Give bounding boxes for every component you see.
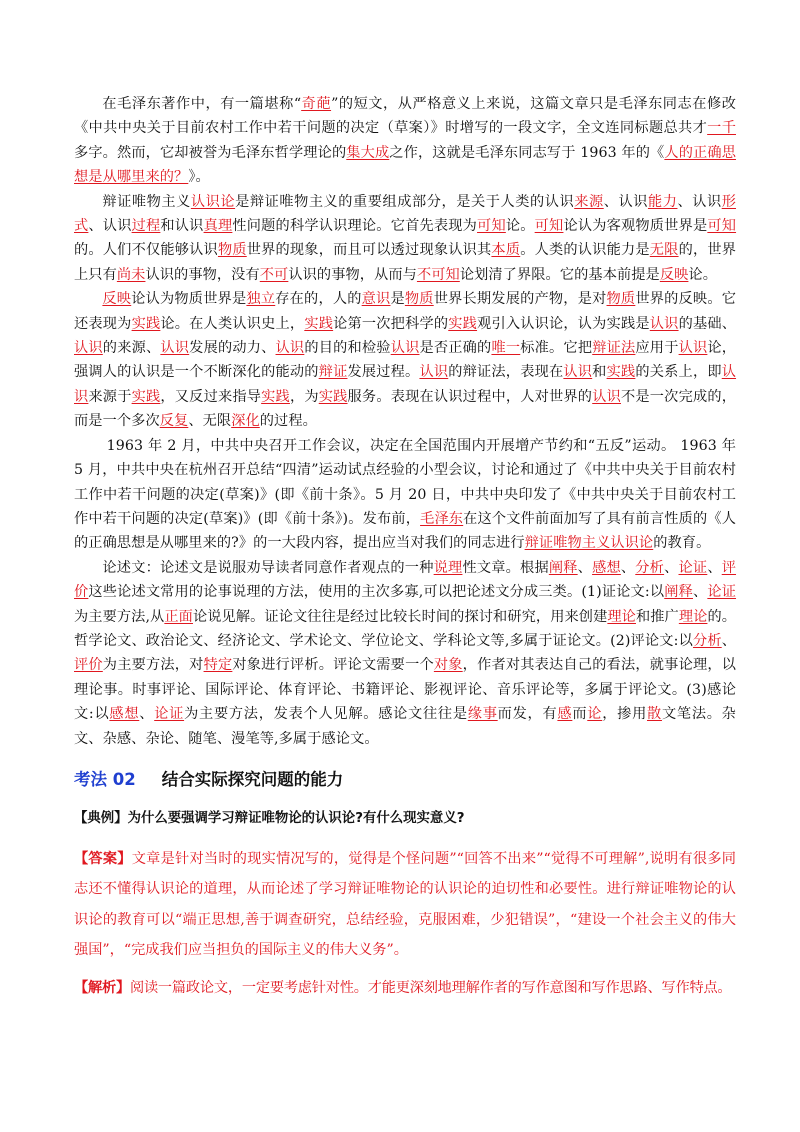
paragraph-text: 是否正确的 [419,340,492,357]
paragraph-text: 论。 [505,218,535,235]
paragraph-text: 发展的动力、 [189,340,276,357]
paragraph-text: 、 [577,559,593,576]
paragraph-text: 应用于 [635,340,679,357]
highlighted-term: 评价 [74,559,737,601]
paragraph-text: 的目的和检验 [304,340,391,357]
paragraph-text: 存在的，人的 [275,291,362,308]
section-label: 考法 02 [74,769,136,789]
paragraph-text: ”的短文，从严格意义上来说，这篇文章只是毛泽东同志在修改《中共中央关于目前农村工作中若干问题的决定（草案）》时增写的一段文字，全文连同标题总共才 [74,96,736,137]
paragraph-text: 文笔法。杂文、杂感、杂论、随笔、漫笔等,多属于感论文。 [74,706,736,747]
question-text: 为什么要强调学习辩证唯物论的认识论?有什么现实意义? [127,810,465,826]
section-title: 结合实际探究问题的能力 [161,769,344,789]
highlighted-term: 对象 [433,657,463,674]
paragraph-text: 的基础、 [678,315,737,332]
paragraph-text: 。人类的认识能力是 [520,242,650,259]
highlighted-term: 感想 [109,706,140,723]
paragraph-text: 和 [592,364,607,381]
highlighted-term: 实践 [448,315,478,332]
highlighted-term: 特定 [203,657,233,674]
paragraph-text: 论。 [688,266,717,283]
highlighted-term: 认识 [592,388,621,405]
highlighted-term: 奇葩 [301,96,332,112]
highlighted-term: 真理 [203,218,233,235]
highlighted-term: 可知 [477,218,506,235]
question-tag: 【典例】 [74,810,128,826]
paragraph-text: 标准。它把 [520,340,593,357]
paragraph-text: 辩证唯物主义 [102,193,191,210]
highlighted-term: 物质 [606,291,636,308]
highlighted-term: 不可 [259,266,289,283]
paragraph-text: 性文章。根据 [462,559,549,576]
paragraph-text: 为主要方法，对 [102,657,204,674]
highlighted-term: 形式 [74,193,736,235]
highlighted-term: 实践 [131,315,161,332]
paragraph-text: 的。人们不仅能够认识 [74,242,218,259]
paragraph-text: 是辩证唯物主义的重要组成部分，是关于人类的认识 [235,193,575,210]
paragraph-text: 的。哲学论文、政治论文、经济论文、学术论文、学位论文、学科论文等,多属于证论文。(2)评论文:以 [74,608,737,649]
highlighted-term: 实践 [261,388,290,405]
highlighted-term: 认识 [563,364,593,381]
highlighted-term: 人的正确思想是从哪里来的？ [74,144,736,186]
example-question [74,808,736,830]
paragraph-text: 为主要方法,从 [74,608,165,625]
paragraph-text: 的教育。 [653,535,711,552]
section-heading [74,761,736,795]
analysis-tag: 【解析】 [74,979,130,996]
highlighted-term: 辩证 [318,364,348,381]
highlighted-term: 辩证唯物主义认识论 [524,535,654,552]
highlighted-term: 理论 [678,608,708,625]
analysis-text: 阅读一篇政论文，一定要考虑针对性。才能更深刻地理解作者的写作意图和写作思路、写作特点。 [129,979,732,996]
paragraph-reflection-theory [74,287,736,433]
paragraph-text: 服务。表现在认识过程中，人对世界的 [347,388,593,405]
highlighted-term: 阐释 [664,584,693,601]
highlighted-term: 感 [557,706,573,723]
highlighted-term: 实践 [131,388,161,405]
paragraph-text: 、认识 [603,193,648,210]
paragraph-text: 的辩证法，表现在 [448,364,564,381]
highlighted-term: 阐释 [548,559,578,576]
paragraph-text: 的来源、 [102,340,161,357]
paragraph-text: 认识的事物，没有 [145,266,260,283]
answer-text: 文章是针对当时的现实情况写的，觉得是个怪问题”“回答不出来”“觉得不可理解”,说明有很多同志还不懂得认识论的道理，从而论述了学习辩证唯物论的认识论的迫切性和必要性。进行辩证唯物论的认识论的教育可以“端正思想,善于调查研究，总结经验，克服困难，少犯错误”，“建设一个社会主义的伟大强国”，“完成我们应当担负的国际主义的伟大义务”。 [74,850,736,959]
highlighted-term: 唯一 [491,340,521,357]
highlighted-term: 实践 [606,364,636,381]
document-body [74,92,736,1002]
highlighted-term: 论证 [707,584,737,601]
highlighted-term: 来源 [574,193,604,210]
highlighted-term: 集大成 [346,144,390,161]
paragraph-text: 世界的反映。它还表现为 [74,291,737,332]
highlighted-term: 论 [587,706,603,723]
paragraph-text: 世界的现象，而且可以透过现象认识其 [246,242,492,259]
highlighted-term: 本质 [491,242,521,259]
paragraph-text: 的过程。 [259,413,317,430]
paragraph-text: 来源于 [88,388,132,405]
paragraph-text: 发展过程。 [347,364,420,381]
highlighted-term: 可知 [534,218,564,235]
highlighted-term: 物质 [217,242,247,259]
paragraph-text: ，掺用 [602,706,648,723]
highlighted-term: 反映 [659,266,689,283]
highlighted-term: 不可知 [416,266,460,283]
highlighted-term: 一千 [707,120,736,137]
paragraph-text: 的，世界上只有 [74,242,737,283]
paragraph-text: 论划清了界限。它的基本前提是 [459,266,660,283]
paragraph-intro [74,92,736,190]
paragraph-text: 对象进行评析。评论文需要一个 [232,657,434,674]
paragraph-text: 论。在人类认识史上， [160,315,305,332]
highlighted-term: 认识 [678,340,708,357]
answer-block [74,844,736,966]
highlighted-term: 论证 [154,706,185,723]
paragraph-text: 观引入认识论，认为实践是 [477,315,650,332]
paragraph-text: 论，强调人的认识是一个不断深化的能动的 [74,340,737,381]
paragraph-text: 和推广 [635,608,679,625]
paragraph-text: 论述文：论述文是说服劝导读者同意作者观点的一种 [102,559,434,576]
highlighted-term: 独立 [246,291,276,308]
paragraph-history [74,434,736,556]
paragraph-text: 、认识 [88,218,132,235]
paragraph-text: ，为 [289,388,319,405]
highlighted-term: 缘事 [467,706,498,723]
paragraph-text: 不是一次完成的，而是一个多次 [74,388,737,430]
highlighted-term: 论证 [678,559,708,576]
paragraph-text: 、认识 [677,193,722,210]
highlighted-term: 认识论 [190,193,236,210]
highlighted-term: 说理 [433,559,463,576]
paragraph-text: 论认为物质世界是 [131,291,247,308]
highlighted-term: 实践 [318,388,348,405]
paragraph-argumentative-essay [74,556,736,751]
paragraph-text: 、 [721,632,736,649]
highlighted-term: 认识 [390,340,420,357]
paragraph-text: 在毛泽东著作中，有一篇堪称“ [102,96,302,112]
paragraph-text: ，作者对其表达自己的看法，就事论理，以理论事。时事评论、国际评论、体育评论、书籍评论、影视评论、音乐评论等，多属于评论文。(3)感论文:以 [74,657,737,723]
paragraph-text: 、 [139,706,155,723]
paragraph-text: 之作，这就是毛泽东同志写于 1963 年的《 [389,144,665,161]
highlighted-term: 分析 [692,632,722,649]
paragraph-text: 、 [664,559,679,576]
paragraph-text: 》。 [188,169,210,186]
highlighted-term: 深化 [231,413,260,430]
paragraph-text: 多字。然而，它却被誉为毛泽东哲学理论的 [74,144,347,161]
paragraph-text: 、 [692,584,708,601]
paragraph-text: 、无限 [188,413,232,430]
highlighted-term: 认识 [74,364,737,405]
paragraph-text: 1963 年 2 月，中共中央召开工作会议，决定在全国范围内开展增产节约和“五反”运动。 1963 年 5 月，中共中央在杭州召开总结“四清”运动试点经验的小型会议，讨论和通过了《中共中央关于目前农村工作中若干问题的决定(草案)》(即《前十条》。5 月 20 日，中共中央印发了《中共中央关于目前农村工作中若干问题的决定(草案)》(即《前十条》)。发布前， [74,437,736,527]
paragraph-text: 性问题的科学认识理论。它首先表现为 [232,218,478,235]
paragraph-text: 论第一次把科学的 [333,315,449,332]
paragraph-text: 的关系上，即 [635,364,722,381]
paragraph-text: ，又反过来指导 [160,388,262,405]
highlighted-term: 过程 [131,218,161,235]
highlighted-term: 无限 [649,242,679,259]
highlighted-term: 认识 [419,364,449,381]
highlighted-term: 散 [647,706,662,723]
highlighted-term: 实践 [304,315,334,332]
paragraph-text: 是 [390,291,405,308]
paragraph-text: 这些论述文常用的论事说理的方法，使用的主次多寡,可以把论述文分成三类。(1)证论文:以 [88,584,665,601]
paragraph-text: 而 [572,706,588,723]
highlighted-term: 反映 [102,291,132,308]
paragraph-text: 认识的事物，从而与 [288,266,417,283]
highlighted-term: 反复 [159,413,189,430]
highlighted-term: 认识 [160,340,190,357]
highlighted-term: 理论 [607,608,636,625]
highlighted-term: 可知 [707,218,737,235]
paragraph-text: 世界长期发展的产物，是对 [433,291,607,308]
paragraph-text: 论说见解。证论文往往是经过比较长时间的探讨和研究，用来创建 [192,608,608,625]
paragraph-text: 为主要方法，发表个人见解。感论文往往是 [184,706,468,723]
highlighted-term: 认识 [275,340,305,357]
highlighted-term: 感想 [592,559,621,576]
highlighted-term: 辩证法 [592,340,636,357]
highlighted-term: 物质 [404,291,434,308]
answer-tag: 【答案】 [74,850,132,867]
highlighted-term: 认识 [74,340,103,357]
paragraph-text: 论认为客观物质世界是 [563,218,708,235]
highlighted-term: 分析 [635,559,665,576]
paragraph-epistemology [74,190,736,288]
highlighted-term: 能力 [647,193,678,210]
highlighted-term: 正面 [164,608,193,625]
paragraph-text: 、 [707,559,722,576]
paragraph-text: 和认识 [160,218,204,235]
paragraph-text: 、 [620,559,636,576]
highlighted-term: 毛泽东 [420,510,464,527]
paragraph-text: 在这个文件前面加写了具有前言性质的《人的正确思想是从哪里来的?》的一大段内容，提出应当对我们的同志进行 [74,510,736,552]
highlighted-term: 尚未 [116,266,146,283]
analysis-block [74,974,736,1002]
highlighted-term: 认识 [649,315,679,332]
highlighted-term: 评价 [74,657,103,674]
paragraph-text: 而发，有 [497,706,558,723]
highlighted-term: 意识 [361,291,391,308]
